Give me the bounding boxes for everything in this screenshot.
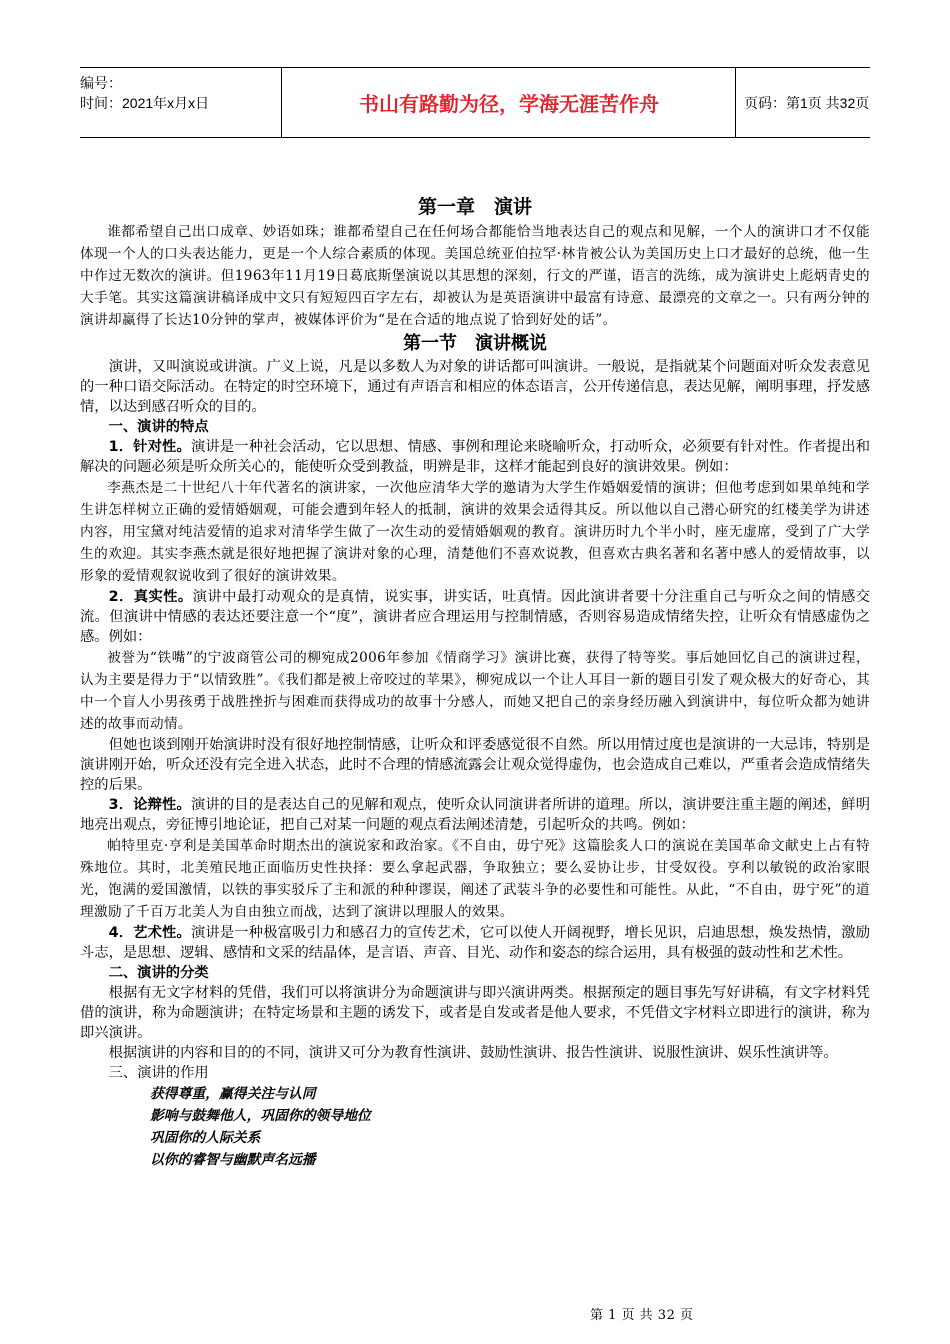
feature-3	[80, 795, 870, 835]
header-motto: 书山有路勤为径，学海无涯苦作舟	[283, 68, 736, 137]
time-label: 时间：2021年x月x日	[80, 95, 210, 111]
classification-1: 根据有无文字材料的凭借，我们可以将演讲分为命题演讲与即兴演讲两类。根据预定的题目事先写好讲稿，有文字材料凭借的演讲，称为命题演讲；在特定场景和主题的诱发下，或者是自发或者是他人要求，不凭借文字材料立即进行的演讲，称为即兴演讲。	[80, 985, 870, 1041]
feature-3-title: 3．论辩性。	[108, 797, 191, 813]
heading-features: 一、演讲的特点	[108, 419, 209, 435]
number-label: 编号：	[80, 75, 122, 91]
feature-4-text: 演讲是一种极富吸引力和感召力的宣传艺术，它可以使人开阔视野，增长见识，启迪思想，焕发热情，激励斗志，是思想、逻辑、感情和文采的结晶体，是言语、声音、目光、动作和姿态的综合运用，具有极强的鼓动性和艺术性。	[80, 925, 870, 961]
chapter-title: 第一章 演讲	[417, 196, 532, 218]
intro-paragraph: 谁都希望自己出口成章、妙语如珠；谁都希望自己在任何场合都能恰当地表达自己的观点和见解，一个人的演讲口才不仅能体现一个人的口头表达能力，更是一个人综合素质的体现。美国总统亚伯拉罕·林肯被公认为美国历史上口才最好的总统，他一生中作过无数次的演讲。但1963年11月19日葛底斯堡演说以其思想的深刻，行文的严谨，语言的洗练，成为演讲史上彪炳青史的大手笔。其实这篇演讲稿译成中文只有短短四百字左右，却被认为是英语演讲中最富有诗意、最漂亮的文章之一。只有两分钟的演讲却赢得了长达10分钟的掌声，被媒体评价为“是在合适的地点说了恰到好处的话”。	[80, 224, 870, 328]
feature-3-example: 帕特里克·亨利是美国革命时期杰出的演说家和政治家。《不自由，毋宁死》这篇脍炙人口的演说在美国革命文献史上占有特殊地位。其时，北美殖民地正面临历史性抉择：要么拿起武器，争取独立；要么妥协让步，甘受奴役。亨利以敏锐的政治家眼光，饱满的爱国激情，以铁的事实驳斥了主和派的种种谬误，阐述了武装斗争的必要性和可能性。从此，“不自由，毋宁死”的道理激励了千百万北美人为自由独立而战，达到了演讲以理服人的效果。	[80, 838, 870, 920]
function-item: 获得尊重，赢得关注与认同	[150, 1086, 316, 1102]
page-header	[80, 67, 870, 138]
function-item: 巩固你的人际关系	[150, 1130, 261, 1146]
feature-4-title: 4．艺术性。	[108, 925, 191, 941]
function-item: 影响与鼓舞他人，巩固你的领导地位	[150, 1108, 371, 1124]
definition-paragraph: 演讲，又叫演说或讲演。广义上说，凡是以多数人为对象的讲话都可叫演讲。一般说，是指就某个问题面对听众发表意见的一种口语交际活动。在特定的时空环境下，通过有声语言和相应的体态语言，公开传递信息，表达见解，阐明事理，抒发感情，以达到感召听众的目的。	[80, 359, 870, 415]
feature-2-after: 但她也谈到刚开始演讲时没有很好地控制情感，让听众和评委感觉很不自然。所以用情过度也是演讲的一大忌讳，特别是演讲刚开始，听众还没有完全进入状态，此时不合理的情感流露会让观众觉得虚伪，也会造成自己难以，严重者会造成情绪失控的后果。	[80, 737, 870, 793]
function-item: 以你的睿智与幽默声名远播	[150, 1152, 316, 1168]
feature-1	[80, 437, 870, 477]
heading-classification: 二、演讲的分类	[108, 965, 209, 981]
section-title: 第一节 演讲概说	[403, 333, 547, 354]
document-body	[80, 193, 870, 1171]
feature-1-title: 1．针对性。	[108, 439, 191, 455]
feature-2-text: 演讲中最打动观众的是真情，说实事，讲实话，吐真情。因此演讲者要十分注重自己与听众之间的情感交流。但演讲中情感的表达还要注意一个“度”，演讲者应合理运用与控制情感，否则容易造成情绪失控，让听众有情感虚伪之感。例如：	[80, 589, 870, 645]
header-page-info: 页码：第1页 共32页	[744, 94, 870, 111]
feature-2-example: 被誉为“铁嘴”的宁波商管公司的柳宛成2006年参加《情商学习》演讲比赛，获得了特等奖。事后她回忆自己的演讲过程，认为主要是得力于“以情致胜”。《我们都是被上帝咬过的苹果》，柳宛成以一个让人耳目一新的题目引发了观众极大的好奇心，其中一个盲人小男孩勇于战胜挫折与困难而获得成功的故事十分感人，而她又把自己的亲身经历融入到演讲中，每位听众都为她讲述的故事而动情。	[80, 650, 870, 732]
page-footer: 第 1 页 共 32 页	[590, 1308, 694, 1323]
feature-1-example: 李燕杰是二十世纪八十年代著名的演讲家，一次他应清华大学的邀请为大学生作婚姻爱情的演讲；但他考虑到如果单纯和学生讲怎样树立正确的爱情婚姻观，可能会遭到年轻人的抵制，演讲的效果会适得其反。所以他以自己潜心研究的红楼美学为讲述内容，用宝黛对纯洁爱情的追求对清华学生做了一次生动的爱情婚姻观的教育。演讲历时九个半小时，座无虚席，受到了广大学生的欢迎。其实李燕杰就是很好地把握了演讲对象的心理，清楚他们不喜欢说教，但喜欢古典名著和名著中感人的爱情故事，以形象的爱情观叙说收到了很好的演讲效果。	[80, 480, 870, 584]
feature-2	[80, 587, 870, 647]
header-meta	[80, 68, 282, 137]
heading-functions: 三、演讲的作用	[108, 1065, 209, 1081]
feature-2-title: 2．真实性。	[108, 589, 193, 605]
feature-3-text: 演讲的目的是表达自己的见解和观点，使听众认同演讲者所讲的道理。所以，演讲要注重主题的阐述，鲜明地亮出观点，旁征博引地论证，把自己对某一问题的观点看法阐述清楚，引起听众的共鸣。例如：	[80, 797, 870, 833]
feature-1-text: 演讲是一种社会活动，它以思想、情感、事例和理论来晓喻听众，打动听众，必须要有针对性。作者提出和解决的问题必须是听众所关心的，能使听众受到教益，明辨是非，这样才能起到良好的演讲效果。例如：	[80, 439, 870, 475]
classification-2: 根据演讲的内容和目的的不同，演讲又可分为教育性演讲、鼓励性演讲、报告性演讲、说服性演讲、娱乐性演讲等。	[108, 1045, 838, 1061]
feature-4	[80, 923, 870, 963]
